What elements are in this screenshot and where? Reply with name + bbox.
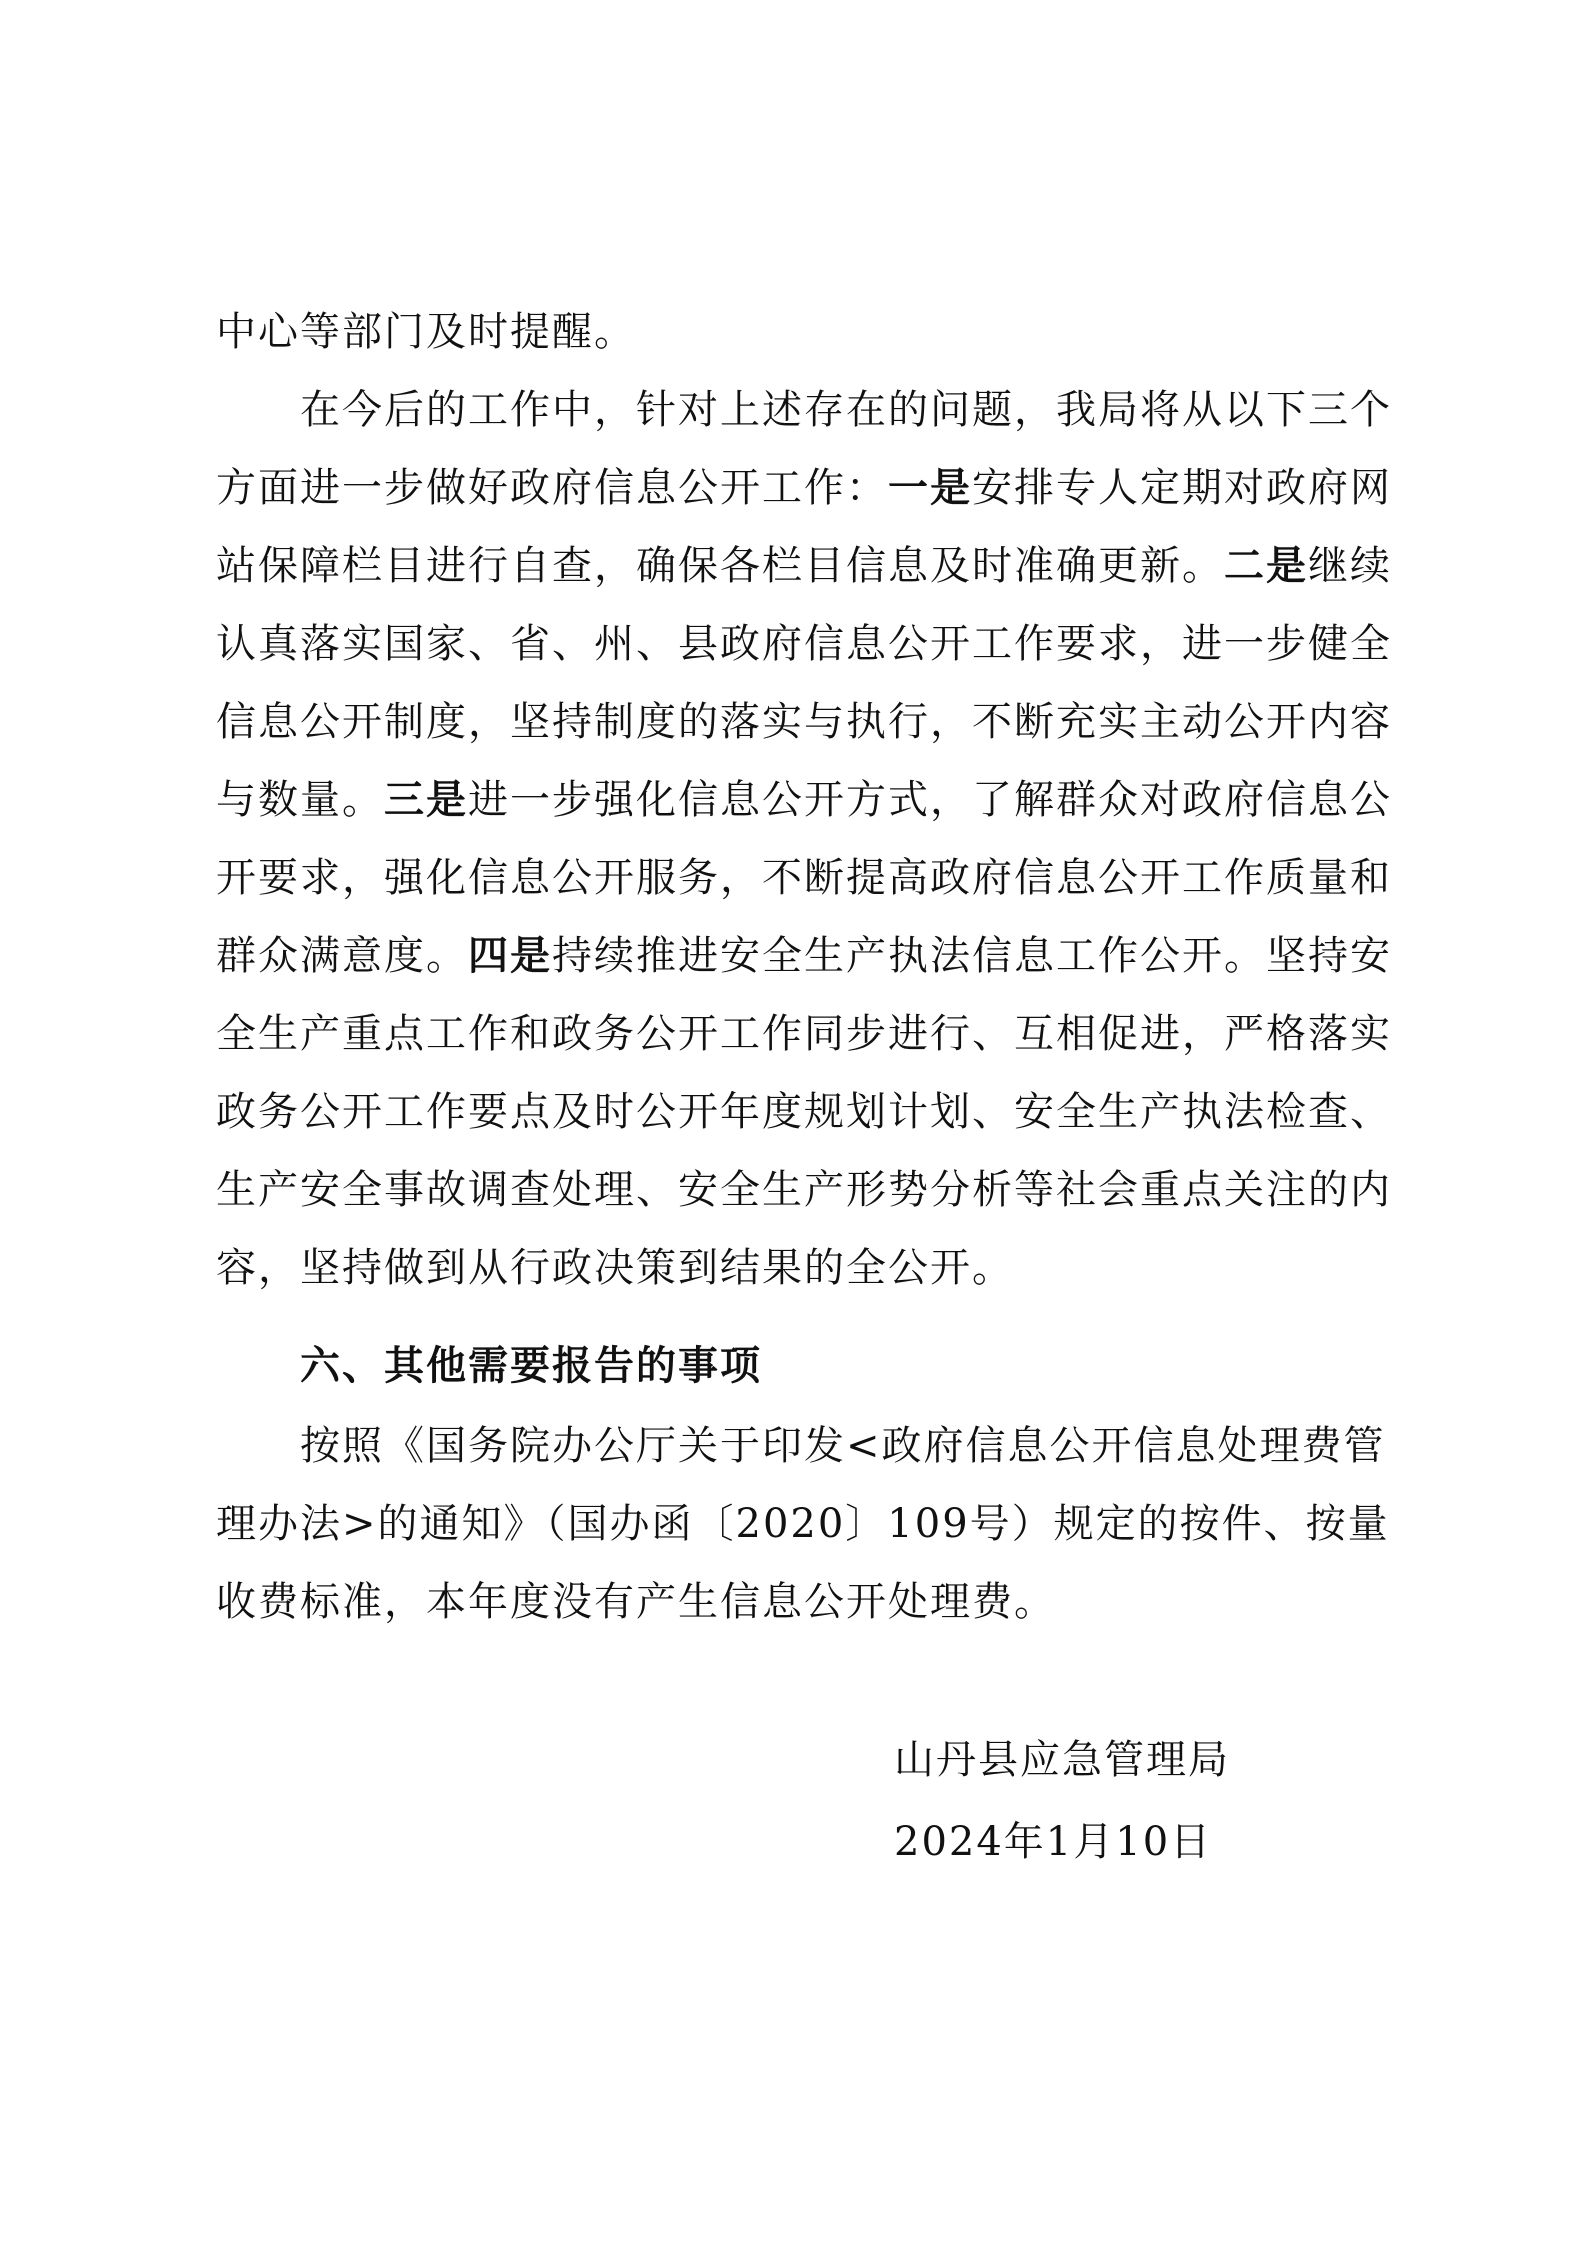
text-run: 持续推进安全生产执法信息工作公开。坚持安 [552, 933, 1392, 979]
paragraph-line [216, 776, 1392, 824]
keyword-third: 三是 [384, 777, 468, 823]
paragraph-line: 全生产重点工作和政务公开工作同步进行、互相促进，严格落实 [216, 1011, 1392, 1057]
paragraph-line: 容，坚持做到从行政决策到结果的全公开。 [216, 1245, 1014, 1291]
paragraph-line: 开要求，强化信息公开服务，不断提高政府信息公开工作质量和 [216, 855, 1392, 901]
text-run: 继续 [1308, 543, 1392, 589]
section-heading: 六、其他需要报告的事项 [300, 1343, 762, 1389]
paragraph-line [216, 464, 1392, 512]
keyword-second: 二是 [1224, 543, 1308, 589]
keyword-first: 一是 [888, 465, 972, 511]
paragraph-line: 信息公开制度，坚持制度的落实与执行，不断充实主动公开内容 [216, 699, 1392, 745]
text-run: 群众满意度。 [216, 933, 468, 979]
text-run: 与数量。 [216, 777, 384, 823]
paragraph-line: 收费标准，本年度没有产生信息公开处理费。 [216, 1579, 1056, 1625]
paragraph-line [216, 932, 1392, 980]
paragraph-line: 理办法>的通知》（国办函〔2020〕109号）规定的按件、按量 [216, 1501, 1390, 1547]
text-run: 站保障栏目进行自查，确保各栏目信息及时准确更新。 [216, 543, 1224, 589]
paragraph-line: 生产安全事故调查处理、安全生产形势分析等社会重点关注的内 [216, 1167, 1392, 1213]
text-run: 安排专人定期对政府网 [972, 465, 1392, 511]
signature-org: 山丹县应急管理局 [894, 1737, 1230, 1783]
paragraph-line [216, 542, 1392, 590]
paragraph-line: 政务公开工作要点及时公开年度规划计划、安全生产执法检查、 [216, 1089, 1392, 1135]
keyword-fourth: 四是 [468, 933, 552, 979]
paragraph-line: 按照《国务院办公厅关于印发<政府信息公开信息处理费管 [300, 1423, 1386, 1469]
paragraph-line: 在今后的工作中，针对上述存在的问题，我局将从以下三个 [300, 387, 1392, 433]
paragraph-line: 中心等部门及时提醒。 [216, 309, 636, 355]
paragraph-line: 认真落实国家、省、州、县政府信息公开工作要求，进一步健全 [216, 621, 1392, 667]
text-run: 进一步强化信息公开方式，了解群众对政府信息公 [468, 777, 1392, 823]
text-run: 方面进一步做好政府信息公开工作： [216, 465, 888, 511]
signature-date: 2024年1月10日 [894, 1819, 1213, 1865]
